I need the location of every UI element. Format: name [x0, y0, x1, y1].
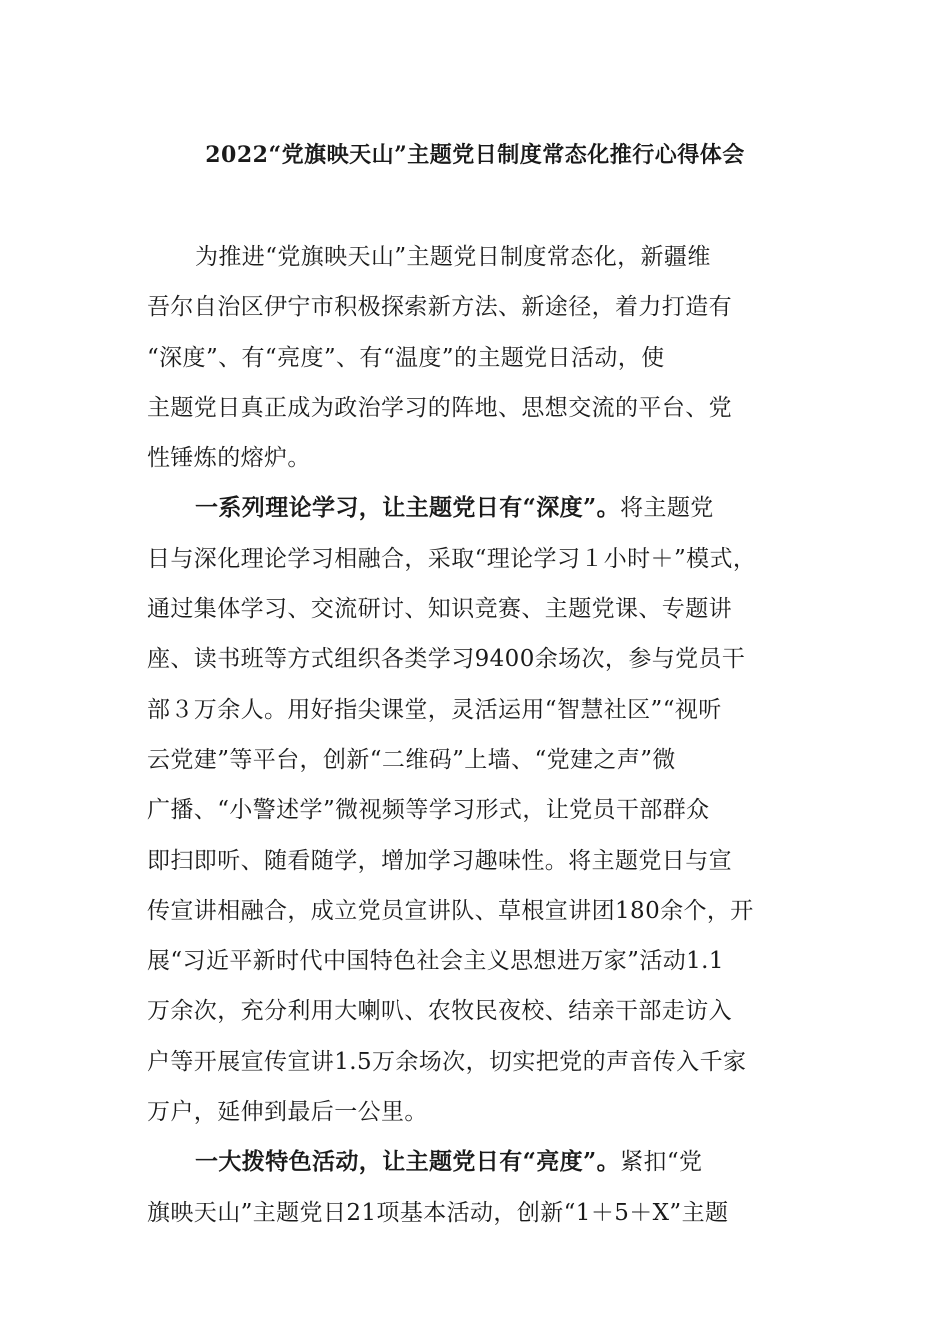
- section-heading: 一大拨特色活动，让主题党日有“亮度”。: [195, 1148, 621, 1176]
- line-text: 云党建”等平台，创新“二维码”上墙、“党建之声”微: [147, 746, 676, 773]
- line-text: 紧扣“党: [620, 1149, 703, 1176]
- line-text: 万余次，充分利用大喇叭、农牧民夜校、结亲干部走访入: [147, 998, 732, 1025]
- line-text: 户等开展宣传宣讲1.5万余场次，切实把党的声音传入千家: [147, 1048, 747, 1075]
- line-text: 主题党日真正成为政治学习的阵地、思想交流的平台、党: [147, 394, 732, 421]
- line-text: 座、读书班等方式组织各类学习9400余场次，参与党员干: [147, 646, 746, 673]
- text-line: [147, 333, 827, 383]
- line-text: 传宣讲相融合，成立党员宣讲队、草根宣讲团180余个，开: [147, 897, 754, 924]
- text-line: [147, 685, 827, 735]
- text-line: [147, 282, 827, 332]
- text-line: [147, 735, 827, 785]
- line-text: 部３万余人。用好指尖课堂，灵活运用“智慧社区”“视听: [147, 696, 722, 723]
- text-line: [147, 785, 827, 835]
- text-line: [147, 986, 827, 1036]
- document-title: 2022“党旗映天山”主题党日制度常态化推行心得体会: [205, 142, 745, 168]
- line-text: 将主题党: [620, 495, 714, 522]
- text-line: [147, 634, 827, 684]
- line-text: 通过集体学习、交流研讨、知识竞赛、主题党课、专题讲: [147, 596, 732, 623]
- text-line: [147, 232, 827, 282]
- text-line: [147, 483, 827, 533]
- section-heading: 一系列理论学习，让主题党日有“深度”。: [195, 494, 621, 522]
- text-line: [147, 936, 827, 986]
- line-text: 万户，延伸到最后一公里。: [147, 1099, 428, 1126]
- line-text: 展“习近平新时代中国特色社会主义思想进万家”活动1.1: [147, 948, 724, 975]
- text-line: [147, 1188, 827, 1238]
- line-text: 旗映天山”主题党日21项基本活动，创新“1＋5＋X”主题: [147, 1199, 729, 1226]
- document-body: [147, 232, 827, 1238]
- text-line: [147, 534, 827, 584]
- text-line: [147, 1137, 827, 1187]
- line-text: “深度”、有“亮度”、有“温度”的主题党日活动，使: [147, 344, 665, 371]
- text-line: [147, 836, 827, 886]
- line-text: 性锤炼的熔炉。: [147, 445, 311, 472]
- text-line: [147, 886, 827, 936]
- line-text: 日与深化理论学习相融合，采取“理论学习１小时＋”模式，: [147, 545, 757, 572]
- text-line: [147, 383, 827, 433]
- text-line: [147, 1037, 827, 1087]
- text-line: [147, 433, 827, 483]
- text-line: [147, 1087, 827, 1137]
- text-line: [147, 584, 827, 634]
- line-text: 为推进“党旗映天山”主题党日制度常态化，新疆维: [195, 244, 711, 270]
- line-text: 即扫即听、随看随学，增加学习趣味性。将主题党日与宣: [147, 847, 732, 874]
- line-text: 广播、“小警述学”微视频等学习形式，让党员干部群众: [147, 797, 710, 824]
- line-text: 吾尔自治区伊宁市积极探索新方法、新途径，着力打造有: [147, 294, 732, 321]
